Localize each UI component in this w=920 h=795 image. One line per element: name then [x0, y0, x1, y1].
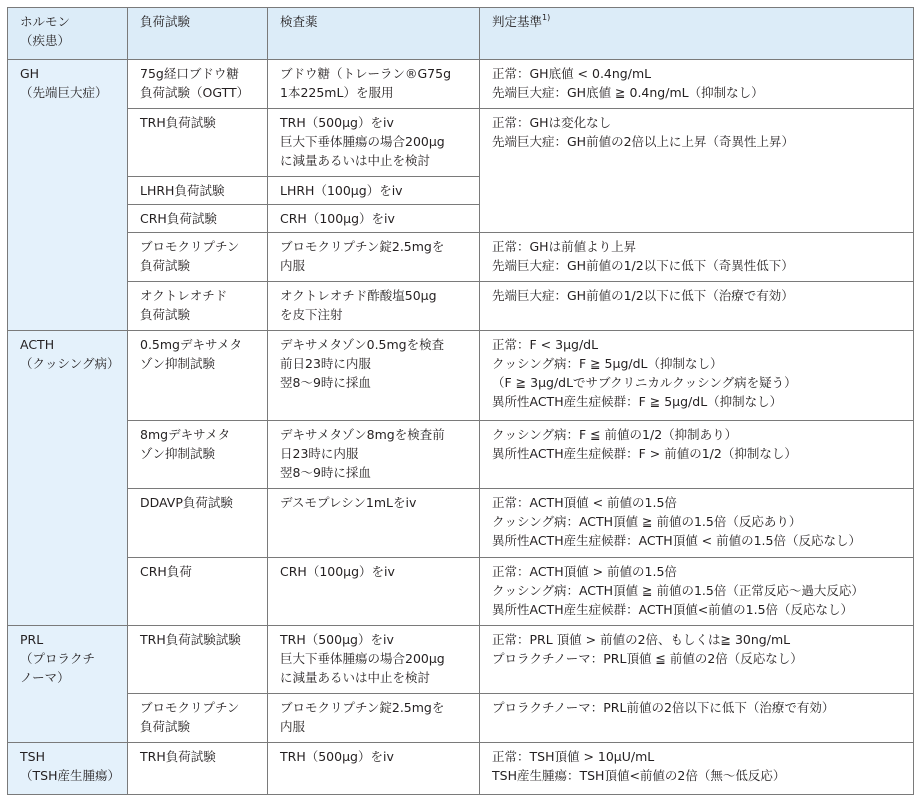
- drug-cell: CRH（100μg）をiv: [268, 558, 480, 626]
- table-row: [8, 489, 914, 558]
- test-cell: ブロモクリプチン 負荷試験: [128, 233, 268, 282]
- table-row: [8, 743, 914, 795]
- header-row: [8, 8, 914, 60]
- hormone-prl: PRL （プロラクチ ノーマ）: [8, 626, 128, 743]
- drug-cell: オクトレオチド酢酸塩50μg を皮下注射: [268, 282, 480, 331]
- hormone-tsh: TSH （TSH産生腫瘍）: [8, 743, 128, 795]
- drug-cell: TRH（500μg）をiv 巨大下垂体腫瘍の場合200μg に減量あるいは中止を検討: [268, 626, 480, 694]
- hormone-gh: GH （先端巨大症）: [8, 60, 128, 331]
- test-cell: DDAVP負荷試験: [128, 489, 268, 558]
- table-row: [8, 331, 914, 421]
- test-cell: LHRH負荷試験: [128, 177, 268, 205]
- header-test: 負荷試験: [128, 8, 268, 60]
- criteria-cell: 正常：GH底値 < 0.4ng/mL 先端巨大症：GH底値 ≧ 0.4ng/mL（抑制なし）: [480, 60, 914, 109]
- table-row: [8, 60, 914, 109]
- criteria-cell: 正常：ACTH頂値 < 前値の1.5倍 クッシング病：ACTH頂値 ≧ 前値の1.5倍（反応あり） 異所性ACTH産生症候群：ACTH頂値 < 前値の1.5倍（反応なし）: [480, 489, 914, 558]
- criteria-cell: 正常：F < 3μg/dL クッシング病：F ≧ 5μg/dL（抑制なし） （F ≧ 3μg/dLでサブクリニカルクッシング病を疑う） 異所性ACTH産生症候群：F ≧ 5μg/dL（抑制なし）: [480, 331, 914, 421]
- criteria-cell: 正常：TSH頂値 > 10μU/mL TSH産生腫瘍：TSH頂値<前値の2倍（無〜低反応）: [480, 743, 914, 795]
- table-row: [8, 421, 914, 489]
- load-test-table: [7, 7, 914, 795]
- criteria-cell: 正常：ACTH頂値 > 前値の1.5倍 クッシング病：ACTH頂値 ≧ 前値の1.5倍（正常反応〜過大反応） 異所性ACTH産生症候群：ACTH頂値<前値の1.5倍（反応なし）: [480, 558, 914, 626]
- drug-cell: TRH（500μg）をiv: [268, 743, 480, 795]
- test-cell: オクトレオチド 負荷試験: [128, 282, 268, 331]
- criteria-cell: クッシング病：F ≦ 前値の1/2（抑制あり） 異所性ACTH産生症候群：F > 前値の1/2（抑制なし）: [480, 421, 914, 489]
- header-criteria: [480, 8, 914, 60]
- criteria-cell: 正常：GHは変化なし 先端巨大症：GH前値の2倍以上に上昇（奇異性上昇）: [480, 109, 914, 233]
- test-cell: CRH負荷試験: [128, 205, 268, 233]
- header-drug: 検査薬: [268, 8, 480, 60]
- table-row: [8, 109, 914, 177]
- drug-cell: デキサメタゾン8mgを検査前 日23時に内服 翌8〜9時に採血: [268, 421, 480, 489]
- test-cell: ブロモクリプチン 負荷試験: [128, 694, 268, 743]
- hormone-acth: ACTH （クッシング病）: [8, 331, 128, 626]
- drug-cell: CRH（100μg）をiv: [268, 205, 480, 233]
- table-row: [8, 626, 914, 694]
- test-cell: 75g経口ブドウ糖 負荷試験（OGTT）: [128, 60, 268, 109]
- criteria-cell: 正常：GHは前値より上昇 先端巨大症：GH前値の1/2以下に低下（奇異性低下）: [480, 233, 914, 282]
- test-cell: TRH負荷試験: [128, 109, 268, 177]
- drug-cell: ブロモクリプチン錠2.5mgを 内服: [268, 233, 480, 282]
- drug-cell: TRH（500μg）をiv 巨大下垂体腫瘍の場合200μg に減量あるいは中止を検討: [268, 109, 480, 177]
- footnote-ref: 1): [542, 13, 551, 22]
- criteria-cell: プロラクチノーマ：PRL前値の2倍以下に低下（治療で有効）: [480, 694, 914, 743]
- table-row: [8, 558, 914, 626]
- test-cell: 0.5mgデキサメタ ゾン抑制試験: [128, 331, 268, 421]
- test-cell: TRH負荷試験: [128, 743, 268, 795]
- table-row: [8, 233, 914, 282]
- header-criteria-label: 判定基準: [492, 14, 543, 29]
- header-hormone: ホルモン （疾患）: [8, 8, 128, 60]
- drug-cell: デキサメタゾン0.5mgを検査 前日23時に内服 翌8〜9時に採血: [268, 331, 480, 421]
- drug-cell: ブロモクリプチン錠2.5mgを 内服: [268, 694, 480, 743]
- test-cell: 8mgデキサメタ ゾン抑制試験: [128, 421, 268, 489]
- test-cell: TRH負荷試験試験: [128, 626, 268, 694]
- criteria-cell: 先端巨大症：GH前値の1/2以下に低下（治療で有効）: [480, 282, 914, 331]
- drug-cell: LHRH（100μg）をiv: [268, 177, 480, 205]
- criteria-cell: 正常：PRL 頂値 > 前値の2倍、もしくは≧ 30ng/mL プロラクチノーマ：PRL頂値 ≦ 前値の2倍（反応なし）: [480, 626, 914, 694]
- table-row: [8, 694, 914, 743]
- test-cell: CRH負荷: [128, 558, 268, 626]
- table-row: [8, 282, 914, 331]
- drug-cell: デスモプレシン1mLをiv: [268, 489, 480, 558]
- drug-cell: ブドウ糖（トレーラン®G75g 1本225mL）を服用: [268, 60, 480, 109]
